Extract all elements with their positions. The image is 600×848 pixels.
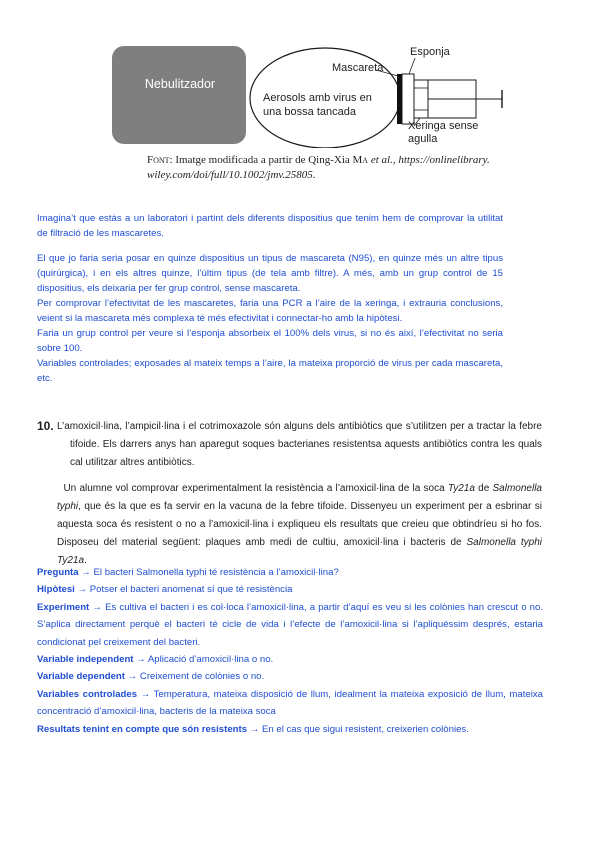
experiment-figure — [110, 18, 510, 148]
sponge-label: Esponja — [410, 46, 450, 58]
caption-author: Ma — [352, 154, 369, 166]
caption-source-label: Font — [147, 154, 170, 166]
answer-question: Pregunta → El bacteri Salmonella typhi té resistència a l’amoxicil·lina? — [37, 567, 339, 578]
aerosols-label-line1: Aerosols amb virus en — [263, 92, 372, 104]
answer-results: Resultats tenint en compte que són resistents → En el cas que sigui resistent, creixerien colònies. — [37, 723, 469, 735]
answer-masks — [37, 211, 503, 386]
mask-shape — [397, 74, 402, 124]
answer-experiment: Experiment → Es cultiva el bacteri i es col·loca l’amoxicil·lina, a partir d’aquí es veu si les colònies han crescut o no. S’aplica directament perquè el bacteri té cicle de vida i l’efecte de l’amoxicil·lina si l’apliquéssim després, estaria condicionat pel creixement del bacteri. — [37, 601, 543, 648]
answer-masks-p1: Imagina’t que estàs a un laboratori i partint dels diferents dispositius que tenim hem de comprovar la utilitat de filtració de les mascaretes. — [37, 213, 503, 239]
answer-hypothesis: Hipòtesi → Potser el bacteri anomenat sí que té resistència — [37, 584, 293, 596]
question-number: 10. — [37, 419, 54, 433]
aerosols-label-line2: una bossa tancada — [263, 106, 356, 118]
answer-masks-p5: Variables controlades; exposades al mateix temps a l’aire, la mateixa proporció de virus per cada mascareta, etc. — [37, 358, 503, 384]
strain-name: Ty21a — [447, 483, 475, 494]
nebulizer-box — [112, 46, 246, 144]
answer-masks-p3: Per comprovar l’efectivitat de les mascaretes, faria una PCR a l’aire de la xeringa, i extrauria conclusions, veient si la mascareta més complexa té més efectivitat i connectar-ho amb la hipòtesi. — [37, 298, 503, 324]
answer-salmonella — [37, 564, 543, 738]
answer-masks-p4: Faria un grup control per veure si l’esponja absorbeix el 100% dels virus, si no és així, l’efectivitat no seria sobre 100. — [37, 328, 503, 354]
answer-masks-p2: El que jo faria seria posar en quinze dispositius un tipus de mascareta (N95), en quinze més un altre tipus (quirúrgica), i en els altres quinze, l’últim tipus (de tela amb filtre). A més, amb un grup control de 15 dispositius, els deixaria per fer grup control, sense mascareta. — [37, 253, 503, 294]
answer-dependent-variable: Variable dependent → Creixement de colònies o no. — [37, 671, 265, 683]
figure-caption: Font: Imatge modificada a partir de Qing-Xia Ma et al., https://onlinelibrary. wiley.com/doi/full/10.1002/jmv.25805. — [147, 154, 490, 181]
sponge-shape — [402, 74, 414, 124]
question-10 — [37, 418, 542, 472]
syringe-label-line1: Xeringa sense — [408, 120, 479, 132]
syringe-label-line2: agulla — [408, 133, 438, 145]
caption-url-1: , https://onlinelibrary. — [392, 154, 490, 166]
answer-independent-variable: Variable independent → Aplicació d’amoxicil·lina o no. — [37, 654, 274, 666]
caption-url-2: wiley.com/doi/full/10.1002/jmv.25805 — [147, 169, 313, 181]
species-name: Salmonella typhi — [57, 483, 542, 512]
question-10-task: Un alumne vol comprovar experimentalment la resistència a l’amoxicil·lina de la soca Ty21a de Salmonella typhi, que és la que es fa servir en la vacuna de la febre tifoide. Dissenyeu un experiment per a esbrinar si aquesta soca és resistent o no a l’amoxicil·lina i expliqueu els resultats que creieu que obtindríeu si ho fos. Disposeu del material següent: plaques amb medi de cultiu, amoxicil·lina i bacteris de Salmonella typhi Ty21a. — [57, 483, 542, 566]
caption-etal: et al. — [370, 154, 393, 166]
mask-label: Mascareta — [332, 62, 384, 74]
answer-controlled-variables: Variables controlades → Temperatura, mateixa disposició de llum, idealment la mateixa exposició de llum, mateixa concentració d’amoxicil·lina, bacteris de la mateixa soca — [37, 688, 543, 718]
question-10-intro: L’amoxicil·lina, l’ampicil·lina i el cotrimoxazole són alguns dels antibiòtics que s’utilitzen per a tractar la febre tifoide. Els darrers anys han aparegut soques bacterianes resistentsa aquests antibiòtics contra les quals cal utilitzar altres antibiòtics. — [57, 421, 542, 468]
species-strain-name: Salmonella typhi Ty21a — [57, 537, 542, 566]
nebulizer-label: Nebulitzador — [144, 77, 216, 91]
